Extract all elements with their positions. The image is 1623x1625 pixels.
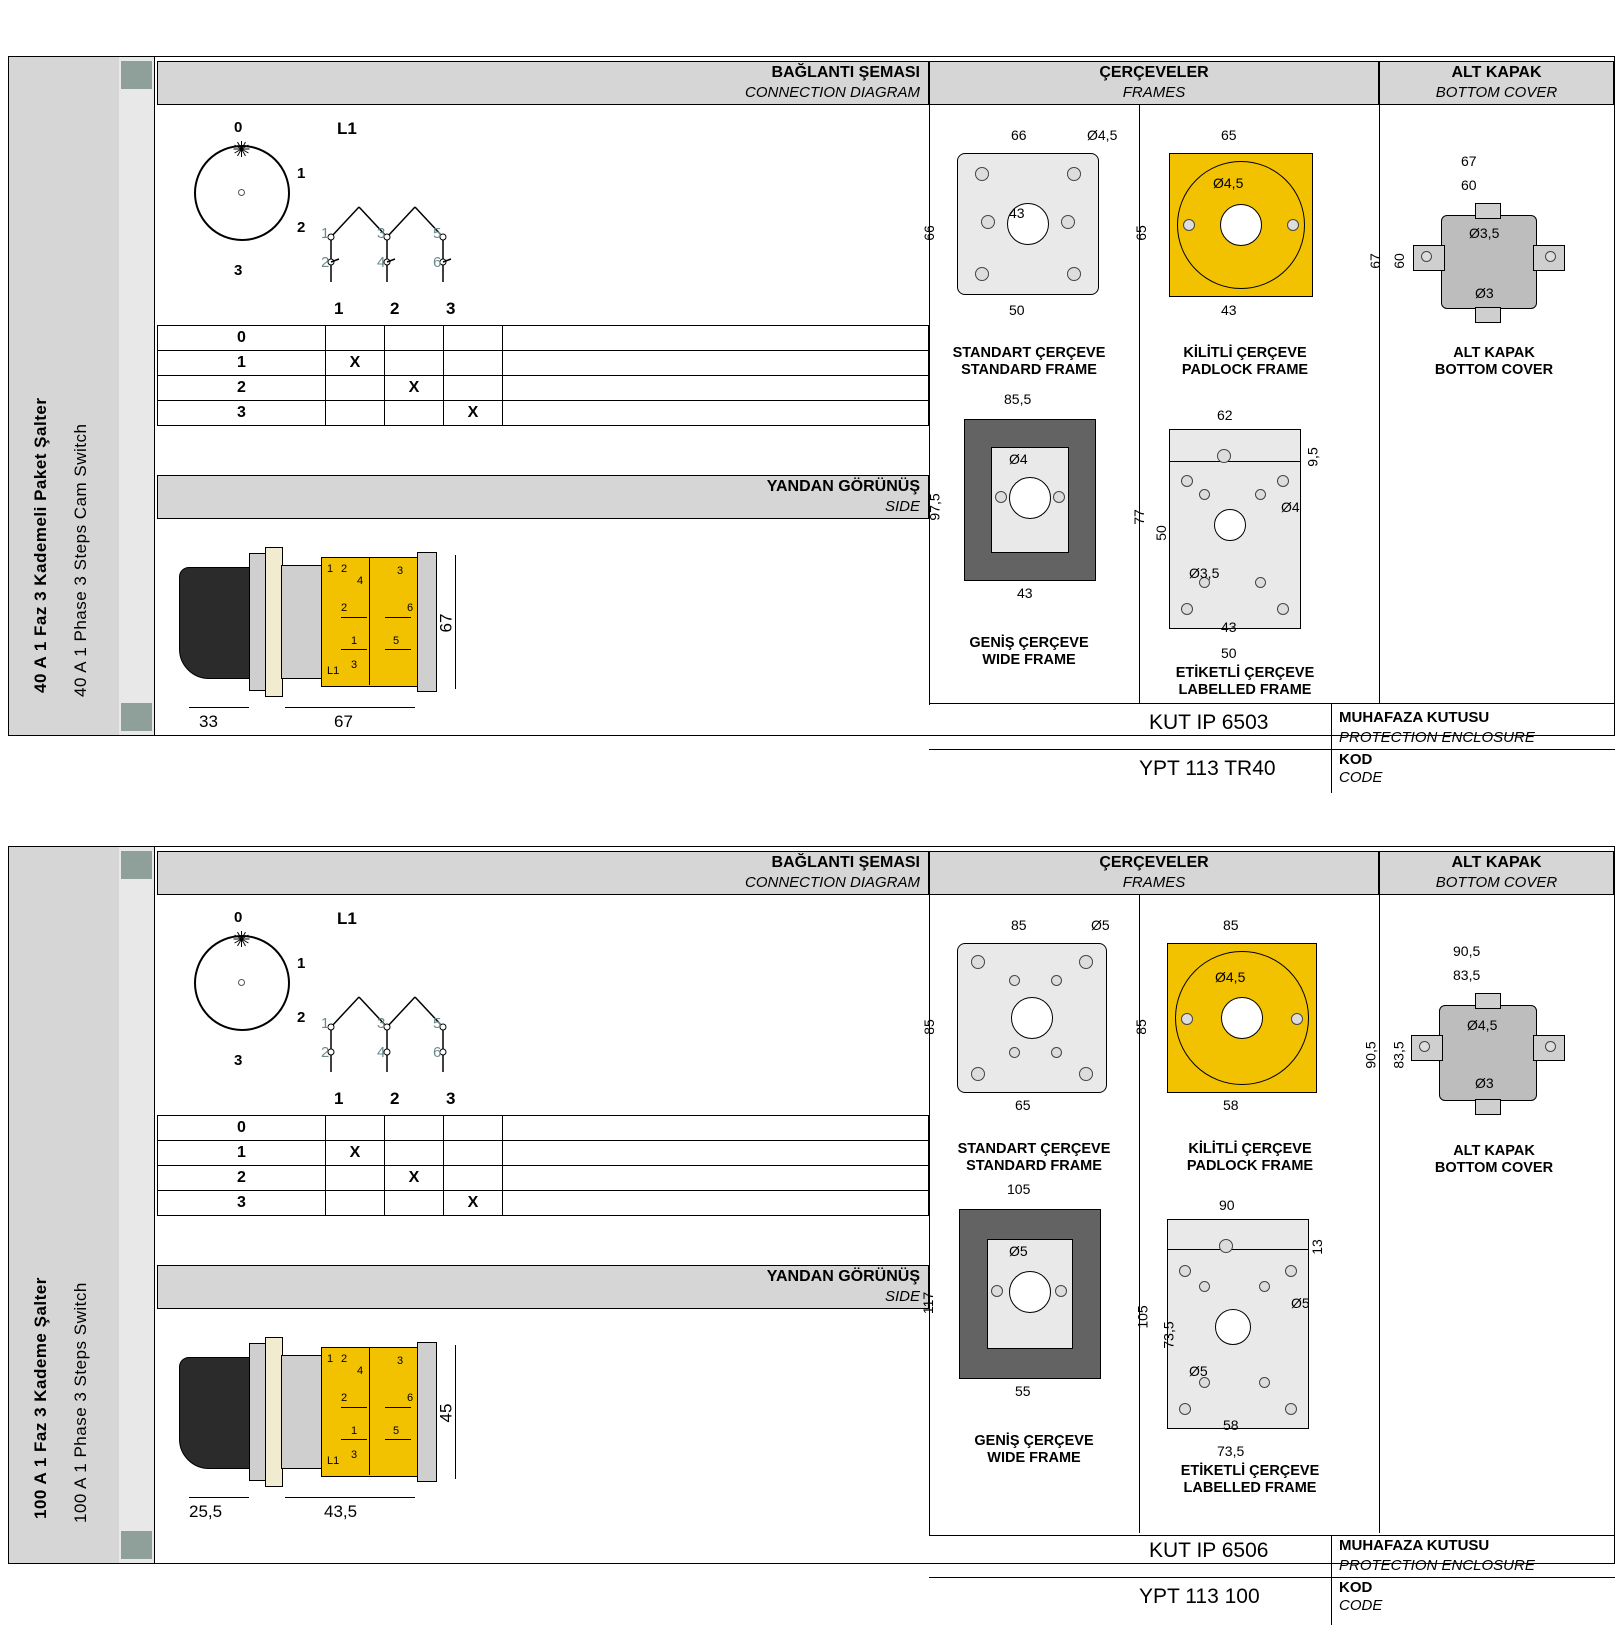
enclosure-label-en: PROTECTION ENCLOSURE (1339, 729, 1535, 746)
dim-lab-inner2: 73,5 (1217, 1443, 1245, 1459)
dim-pad-hole: Ø4,5 (1215, 969, 1246, 985)
header-bottom-cover (1379, 851, 1614, 895)
contact-group-2: 2 (390, 1089, 400, 1108)
caption-labelled-frame: ETİKETLİ ÇERÇEVE LABELLED FRAME (1180, 1463, 1320, 1496)
dim-pad-height: 65 (1132, 225, 1149, 241)
corner-marker-top (121, 61, 152, 89)
contact-group-1: 1 (334, 299, 344, 318)
caption-wide-frame: GENİŞ ÇERÇEVE WIDE FRAME (969, 635, 1089, 668)
dim-wide-hole: Ø5 (1009, 1243, 1028, 1259)
header-connection-tr: BAĞLANTI ŞEMASI (771, 64, 920, 81)
dim-body: 43,5 (324, 1502, 358, 1521)
dim-cover-h2: 60 (1390, 253, 1407, 269)
position-dial (194, 935, 290, 1031)
header-frames (929, 851, 1379, 895)
vertical-title-strip (9, 847, 120, 1563)
mark-cell: X (326, 351, 385, 376)
dim-std-hole: Ø4,5 (1087, 127, 1118, 143)
enclosure-value: KUT IP 6503 (1149, 711, 1269, 734)
dim-height: 67 (436, 613, 456, 633)
dim-wide-height: 117 (920, 1291, 937, 1315)
contact-2: 2 (321, 254, 330, 271)
dim-pad-width: 85 (1223, 917, 1239, 933)
truth-table (157, 325, 929, 426)
spacer-column (119, 57, 155, 735)
code-label-en: CODE (1339, 1597, 1383, 1614)
dim-lab-height: 105 (1134, 1305, 1151, 1329)
contact-6: 6 (433, 254, 442, 271)
header-frames-en: FRAMES (1122, 874, 1186, 891)
product-panel-40a: 40 A 1 Faz 3 Kademeli Paket Şalter 40 A 1 Phase 3 Steps Cam Switch BAĞLANTI ŞEMASI CONNECTION DIAGRAM ÇERÇEVELER FRAMES ALT KAPAK BOTTOM COVER 0 1 2 3 L1 1 2 3 4 5 6 1 2 3 0 1 X 2 X 3 X YANDAN GÖRÜNÜŞ SIDE 1 2 4 2 3 6 1 3 5 L1 33 67 67 66 Ø4,5 66 43 50 STANDART ÇERÇEVE STANDARD FRAME 65 65 Ø4,5 43 KİLİTLİ ÇERÇEVE PADLOCK FRAME 85,5 97,5 Ø4 43 GENİŞ ÇERÇEVE WIDE FRAME 62 9,5 77 50 Ø4 Ø3,5 43 50 ETİKETLİ ÇERÇEVE LABELLED FRAME 67 60 67 60 Ø3,5 Ø3 ALT KAPAK BOTTOM COVER KUT IP 6503 MUHAFAZA KUTUSU PROTECTION ENCLOSURE YPT 113 TR40 KOD CODE (8, 56, 1615, 736)
corner-marker-bottom (121, 1531, 152, 1559)
dim-lab-inner: 43 (1221, 619, 1237, 635)
contact-4: 4 (377, 254, 386, 271)
table-row: 3 X (158, 1191, 929, 1216)
mark-cell: X (444, 1191, 503, 1216)
dim-pad-hole: Ø4,5 (1213, 175, 1244, 191)
dim-cover-hole1: Ø4,5 (1467, 1017, 1498, 1033)
header-side-en: SIDE (884, 498, 920, 515)
table-row: 0 (158, 326, 929, 351)
mark-cell: X (385, 376, 444, 401)
dial-pos-0: 0 (234, 909, 243, 926)
dim-cover-h2: 83,5 (1390, 1041, 1407, 1069)
dim-body: 67 (334, 712, 353, 731)
caption-padlock-frame: KİLİTLİ ÇERÇEVE PADLOCK FRAME (1186, 1141, 1314, 1174)
dim-left: 33 (199, 712, 218, 731)
dim-wide-inner: 43 (1017, 585, 1033, 601)
header-frames-en: FRAMES (1122, 84, 1186, 101)
dim-lab-width: 62 (1217, 407, 1233, 423)
header-bottom-tr: ALT KAPAK (1451, 64, 1542, 81)
caption-standard-frame: STANDART ÇERÇEVE STANDARD FRAME (952, 345, 1106, 378)
dim-lab-depth: 13 (1308, 1239, 1325, 1255)
caption-wide-frame: GENİŞ ÇERÇEVE WIDE FRAME (974, 1433, 1094, 1466)
dim-cover-hole1: Ø3,5 (1469, 225, 1500, 241)
dim-std-inner-h: 43 (1009, 205, 1025, 221)
table-row: 2 X (158, 1166, 929, 1191)
dim-wide-height: 97,5 (926, 493, 943, 521)
dim-lab-h2: 73,5 (1160, 1321, 1177, 1349)
dim-lab-hole2: Ø5 (1189, 1363, 1208, 1379)
dim-std-width: 85 (1011, 917, 1027, 933)
dim-wide-width: 85,5 (1004, 391, 1032, 407)
dim-lab-inner: 58 (1223, 1417, 1239, 1433)
header-bottom-cover (1379, 61, 1614, 105)
dim-cover-h1: 90,5 (1362, 1041, 1379, 1069)
header-connection-tr: BAĞLANTI ŞEMASI (771, 854, 920, 871)
dim-lab-hole1: Ø5 (1291, 1295, 1310, 1311)
dim-left: 25,5 (189, 1502, 223, 1521)
table-row: 3 X (158, 401, 929, 426)
contact-3: 3 (377, 1015, 386, 1032)
dim-cover-w2: 60 (1461, 177, 1477, 193)
dim-std-inner-w: 65 (1015, 1097, 1031, 1113)
header-side-tr: YANDAN GÖRÜNÜŞ (766, 1268, 920, 1285)
dim-std-inner-w: 50 (1009, 302, 1025, 318)
enclosure-label-tr: MUHAFAZA KUTUSU (1339, 1537, 1490, 1554)
dim-wide-width: 105 (1007, 1181, 1031, 1197)
contact-5: 5 (433, 225, 442, 242)
vertical-title-strip (9, 57, 120, 735)
dim-cover-w1: 67 (1461, 153, 1477, 169)
dim-lab-inner2: 50 (1221, 645, 1237, 661)
dim-lab-h2: 50 (1152, 525, 1169, 541)
spacer-column (119, 847, 155, 1563)
panel-title-tr: 40 A 1 Faz 3 Kademeli Paket Şalter (31, 397, 50, 693)
dial-pos-1: 1 (297, 955, 306, 972)
caption-padlock-frame: KİLİTLİ ÇERÇEVE PADLOCK FRAME (1181, 345, 1309, 378)
header-bottom-en: BOTTOM COVER (1435, 84, 1558, 101)
supply-label: L1 (337, 119, 357, 138)
dial-pos-0: 0 (234, 119, 243, 136)
contact-5: 5 (433, 1015, 442, 1032)
table-row: 1 X (158, 351, 929, 376)
dim-pad-height: 85 (1132, 1019, 1149, 1035)
dim-lab-hole1: Ø4 (1281, 499, 1300, 515)
contact-group-3: 3 (446, 299, 456, 318)
panel-title-en: 100 A 1 Phase 3 Steps Switch (71, 1282, 90, 1523)
dim-lab-width: 90 (1219, 1197, 1235, 1213)
dial-pos-1: 1 (297, 165, 306, 182)
dim-cover-h1: 67 (1366, 253, 1383, 269)
caption-standard-frame: STANDART ÇERÇEVE STANDARD FRAME (957, 1141, 1111, 1174)
dim-wide-hole: Ø4 (1009, 451, 1028, 467)
header-side-en: SIDE (884, 1288, 920, 1305)
dim-wide-inner: 55 (1015, 1383, 1031, 1399)
dim-cover-w2: 83,5 (1453, 967, 1481, 983)
panel-title-en: 40 A 1 Phase 3 Steps Cam Switch (71, 423, 90, 697)
contact-group-2: 2 (390, 299, 400, 318)
header-connection-diagram (157, 61, 929, 105)
mark-cell: X (326, 1141, 385, 1166)
code-value: YPT 113 100 (1139, 1585, 1260, 1608)
dim-height: 45 (436, 1403, 456, 1423)
contact-6: 6 (433, 1044, 442, 1061)
contact-1: 1 (321, 225, 330, 242)
dim-std-height: 66 (920, 225, 937, 241)
dim-pad-inner: 43 (1221, 302, 1237, 318)
contact-2: 2 (321, 1044, 330, 1061)
dial-pos-3: 3 (234, 262, 243, 279)
header-bottom-en: BOTTOM COVER (1435, 874, 1558, 891)
supply-label: L1 (337, 909, 357, 928)
dial-pos-2: 2 (297, 219, 306, 236)
panel-title-tr: 100 A 1 Faz 3 Kademe Şalter (31, 1277, 50, 1519)
mark-cell: X (385, 1166, 444, 1191)
table-row: 1 X (158, 1141, 929, 1166)
code-label-tr: KOD (1339, 1579, 1373, 1596)
header-frames (929, 61, 1379, 105)
dim-lab-height: 77 (1130, 509, 1147, 525)
code-value: YPT 113 TR40 (1139, 757, 1276, 780)
caption-bottom-cover: ALT KAPAK BOTTOM COVER (1434, 1143, 1554, 1176)
table-row: 2 X (158, 376, 929, 401)
contact-schematic (319, 147, 489, 307)
mark-cell: X (444, 401, 503, 426)
dim-cover-hole2: Ø3 (1475, 285, 1494, 301)
product-panel-100a: 100 A 1 Faz 3 Kademe Şalter 100 A 1 Phase 3 Steps Switch BAĞLANTI ŞEMASI CONNECTION DIAGRAM ÇERÇEVELER FRAMES ALT KAPAK BOTTOM COVER 0 1 2 3 L1 1 2 3 4 5 6 1 2 3 0 1 X 2 X 3 X YANDAN GÖRÜNÜŞ SIDE 1 2 4 2 3 6 1 3 5 L1 25,5 43,5 45 85 Ø5 85 65 STANDART ÇERÇEVE STANDARD FRAME 85 85 Ø4,5 58 KİLİTLİ ÇERÇEVE PADLOCK FRAME 105 117 Ø5 55 GENİŞ ÇERÇEVE WIDE FRAME 90 13 105 73,5 Ø5 Ø5 58 73,5 ETİKETLİ ÇERÇEVE LABELLED FRAME 90,5 83,5 90,5 83,5 Ø4,5 Ø3 ALT KAPAK BOTTOM COVER KUT IP 6506 MUHAFAZA KUTUSU PROTECTION ENCLOSURE YPT 113 100 KOD CODE (8, 846, 1615, 1564)
dim-pad-width: 65 (1221, 127, 1237, 143)
enclosure-label-en: PROTECTION ENCLOSURE (1339, 1557, 1535, 1574)
header-connection-diagram (157, 851, 929, 895)
dim-std-height: 85 (920, 1019, 937, 1035)
labelled-frame-top (1167, 1219, 1309, 1251)
code-label-en: CODE (1339, 769, 1383, 786)
corner-marker-bottom (121, 703, 152, 731)
header-bottom-tr: ALT KAPAK (1451, 854, 1542, 871)
contact-group-1: 1 (334, 1089, 344, 1108)
dim-pad-inner: 58 (1223, 1097, 1239, 1113)
contact-schematic (319, 937, 489, 1097)
header-frames-tr: ÇERÇEVELER (1099, 64, 1209, 81)
enclosure-value: KUT IP 6506 (1149, 1539, 1269, 1562)
header-frames-tr: ÇERÇEVELER (1099, 854, 1209, 871)
header-connection-en: CONNECTION DIAGRAM (744, 84, 920, 101)
labelled-frame-top (1169, 429, 1301, 463)
contact-1: 1 (321, 1015, 330, 1032)
dial-pos-3: 3 (234, 1052, 243, 1069)
caption-bottom-cover: ALT KAPAK BOTTOM COVER (1434, 345, 1554, 378)
dim-cover-w1: 90,5 (1453, 943, 1481, 959)
dial-pos-2: 2 (297, 1009, 306, 1026)
dim-cover-hole2: Ø3 (1475, 1075, 1494, 1091)
header-side-view (157, 475, 929, 519)
contact-group-3: 3 (446, 1089, 456, 1108)
table-row: 0 (158, 1116, 929, 1141)
header-side-tr: YANDAN GÖRÜNÜŞ (766, 478, 920, 495)
position-dial (194, 145, 290, 241)
truth-table (157, 1115, 929, 1216)
dim-std-hole: Ø5 (1091, 917, 1110, 933)
dim-std-width: 66 (1011, 127, 1027, 143)
enclosure-label-tr: MUHAFAZA KUTUSU (1339, 709, 1490, 726)
caption-labelled-frame: ETİKETLİ ÇERÇEVE LABELLED FRAME (1175, 665, 1315, 698)
corner-marker-top (121, 851, 152, 879)
header-side-view (157, 1265, 929, 1309)
contact-3: 3 (377, 225, 386, 242)
contact-4: 4 (377, 1044, 386, 1061)
dim-lab-hole2: Ø3,5 (1189, 565, 1220, 581)
code-label-tr: KOD (1339, 751, 1373, 768)
header-connection-en: CONNECTION DIAGRAM (744, 874, 920, 891)
dim-lab-depth: 9,5 (1304, 447, 1321, 467)
